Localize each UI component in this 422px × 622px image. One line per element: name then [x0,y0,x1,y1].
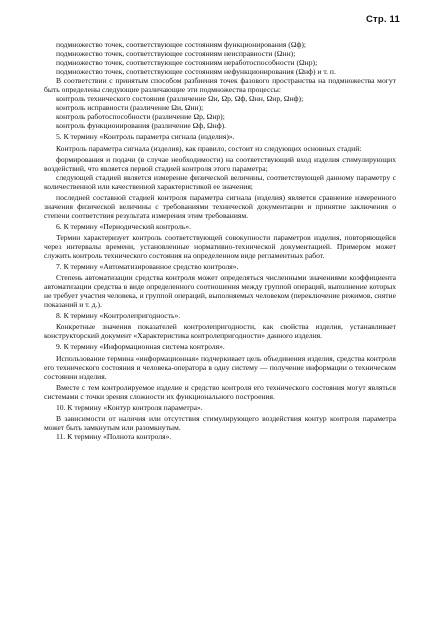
paragraph: Термин характеризует контроль соответствующей совокупности параметров изделия, повторяющейся через интервалы времени, установленные нормативно-технической документацией. Примером может служить контроль технического состояния на определенном виде регламентных работ. [44,232,396,261]
paragraph: подмножество точек, соответствующее состояниям функционирования (Ωф); [56,40,307,49]
section-heading: 11. К термину «Полнота контроля». [56,431,172,441]
page-number: Стр. 11 [365,14,400,25]
section-heading: 8. К термину «Контролепригодность». [56,311,181,321]
paragraph: контроль технического состояния (различение Ωи, Ωр, Ωф, Ωнн, Ωнр, Ωнф); [56,94,304,104]
paragraph: В соответствии с принятым способом разбиения точек фазового пространства на подмножества могут быть определены следующие различающие эти подмножества процессы: [44,76,396,95]
paragraph: подмножество точек, соответствующее состояниям нефункционирования (Ωнф) и т. п. [56,67,336,77]
document-body [44,40,396,441]
paragraph: последней составной стадией контроля параметра сигнала (изделия) является сравнение измеренного значения физической величины с требованиями технической документации и принятие заключения о степени соответствия результата измерения этим требованиям. [44,192,396,220]
paragraph: контроль исправности (различение Ωи, Ωнн); [56,103,204,113]
section-heading: 9. К термину «Информационная система контроля». [56,342,225,352]
paragraph: Степень автоматизации средства контроля может определяться численными значениями коэффициента автоматизации средства в виде определенного соотношения между группой операций, выполнение которых не требует участия человека, и группой операций, выполняемых человеком (переключение режимов, снятие показаний и т. д.). [44,273,396,310]
section-heading: 6. К термину «Периодический контроль». [56,221,192,231]
paragraph: Контроль параметра сигнала (изделия), как правило, состоит из следующих основных стадий: [56,143,362,153]
paragraph: Вместе с тем контролируемое изделие и средство контроля его технического состояния могут являться системами с точки зрения сложности их функционального построения. [44,382,396,401]
paragraph: подмножество точек, соответствующее состояниям неисправности (Ωнн); [56,49,296,59]
paragraph: В зависимости от наличия или отсутствия стимулирующего воздействия контур контроля параметра может быть замкнутым или разомкнутым. [44,413,396,432]
paragraph: Конкретные значения показателей контролепригодности, как свойства изделия, устанавливает конструкторский документ «Характеристика контролепригодности» данного изделия. [44,322,396,341]
paragraph: контроль работоспособности (различение Ωр, Ωнр); [56,112,225,122]
paragraph: контроль функционирования (различение Ωф, Ωнф). [56,121,227,131]
section-heading: 5. К термину «Контроль параметра сигнала (изделия)». [56,132,235,142]
section-heading: 7. К термину «Автоматизированное средство контроля». [56,262,239,272]
paragraph: подмножество точек, соответствующее состояниям неработоспособности (Ωнр); [56,58,318,68]
paragraph: следующей стадией является измерение физической величины, соответствующей данному параметру с количественной или качественной характеристикой ее значения; [44,172,396,191]
section-heading: 10. К термину «Контур контроля параметра». [56,402,203,412]
paragraph: формирования и подачи (в случае необходимости) на соответствующий вход изделия стимулирующих воздействий, что является первой стадией контроля этого параметра; [44,154,396,173]
paragraph: Использование термина «информационная» подчеркивает цель объединения изделия, средства контроля его технического состояния и человека-оператора в одну систему — получение информации о техническом состоянии изделия. [44,353,396,381]
